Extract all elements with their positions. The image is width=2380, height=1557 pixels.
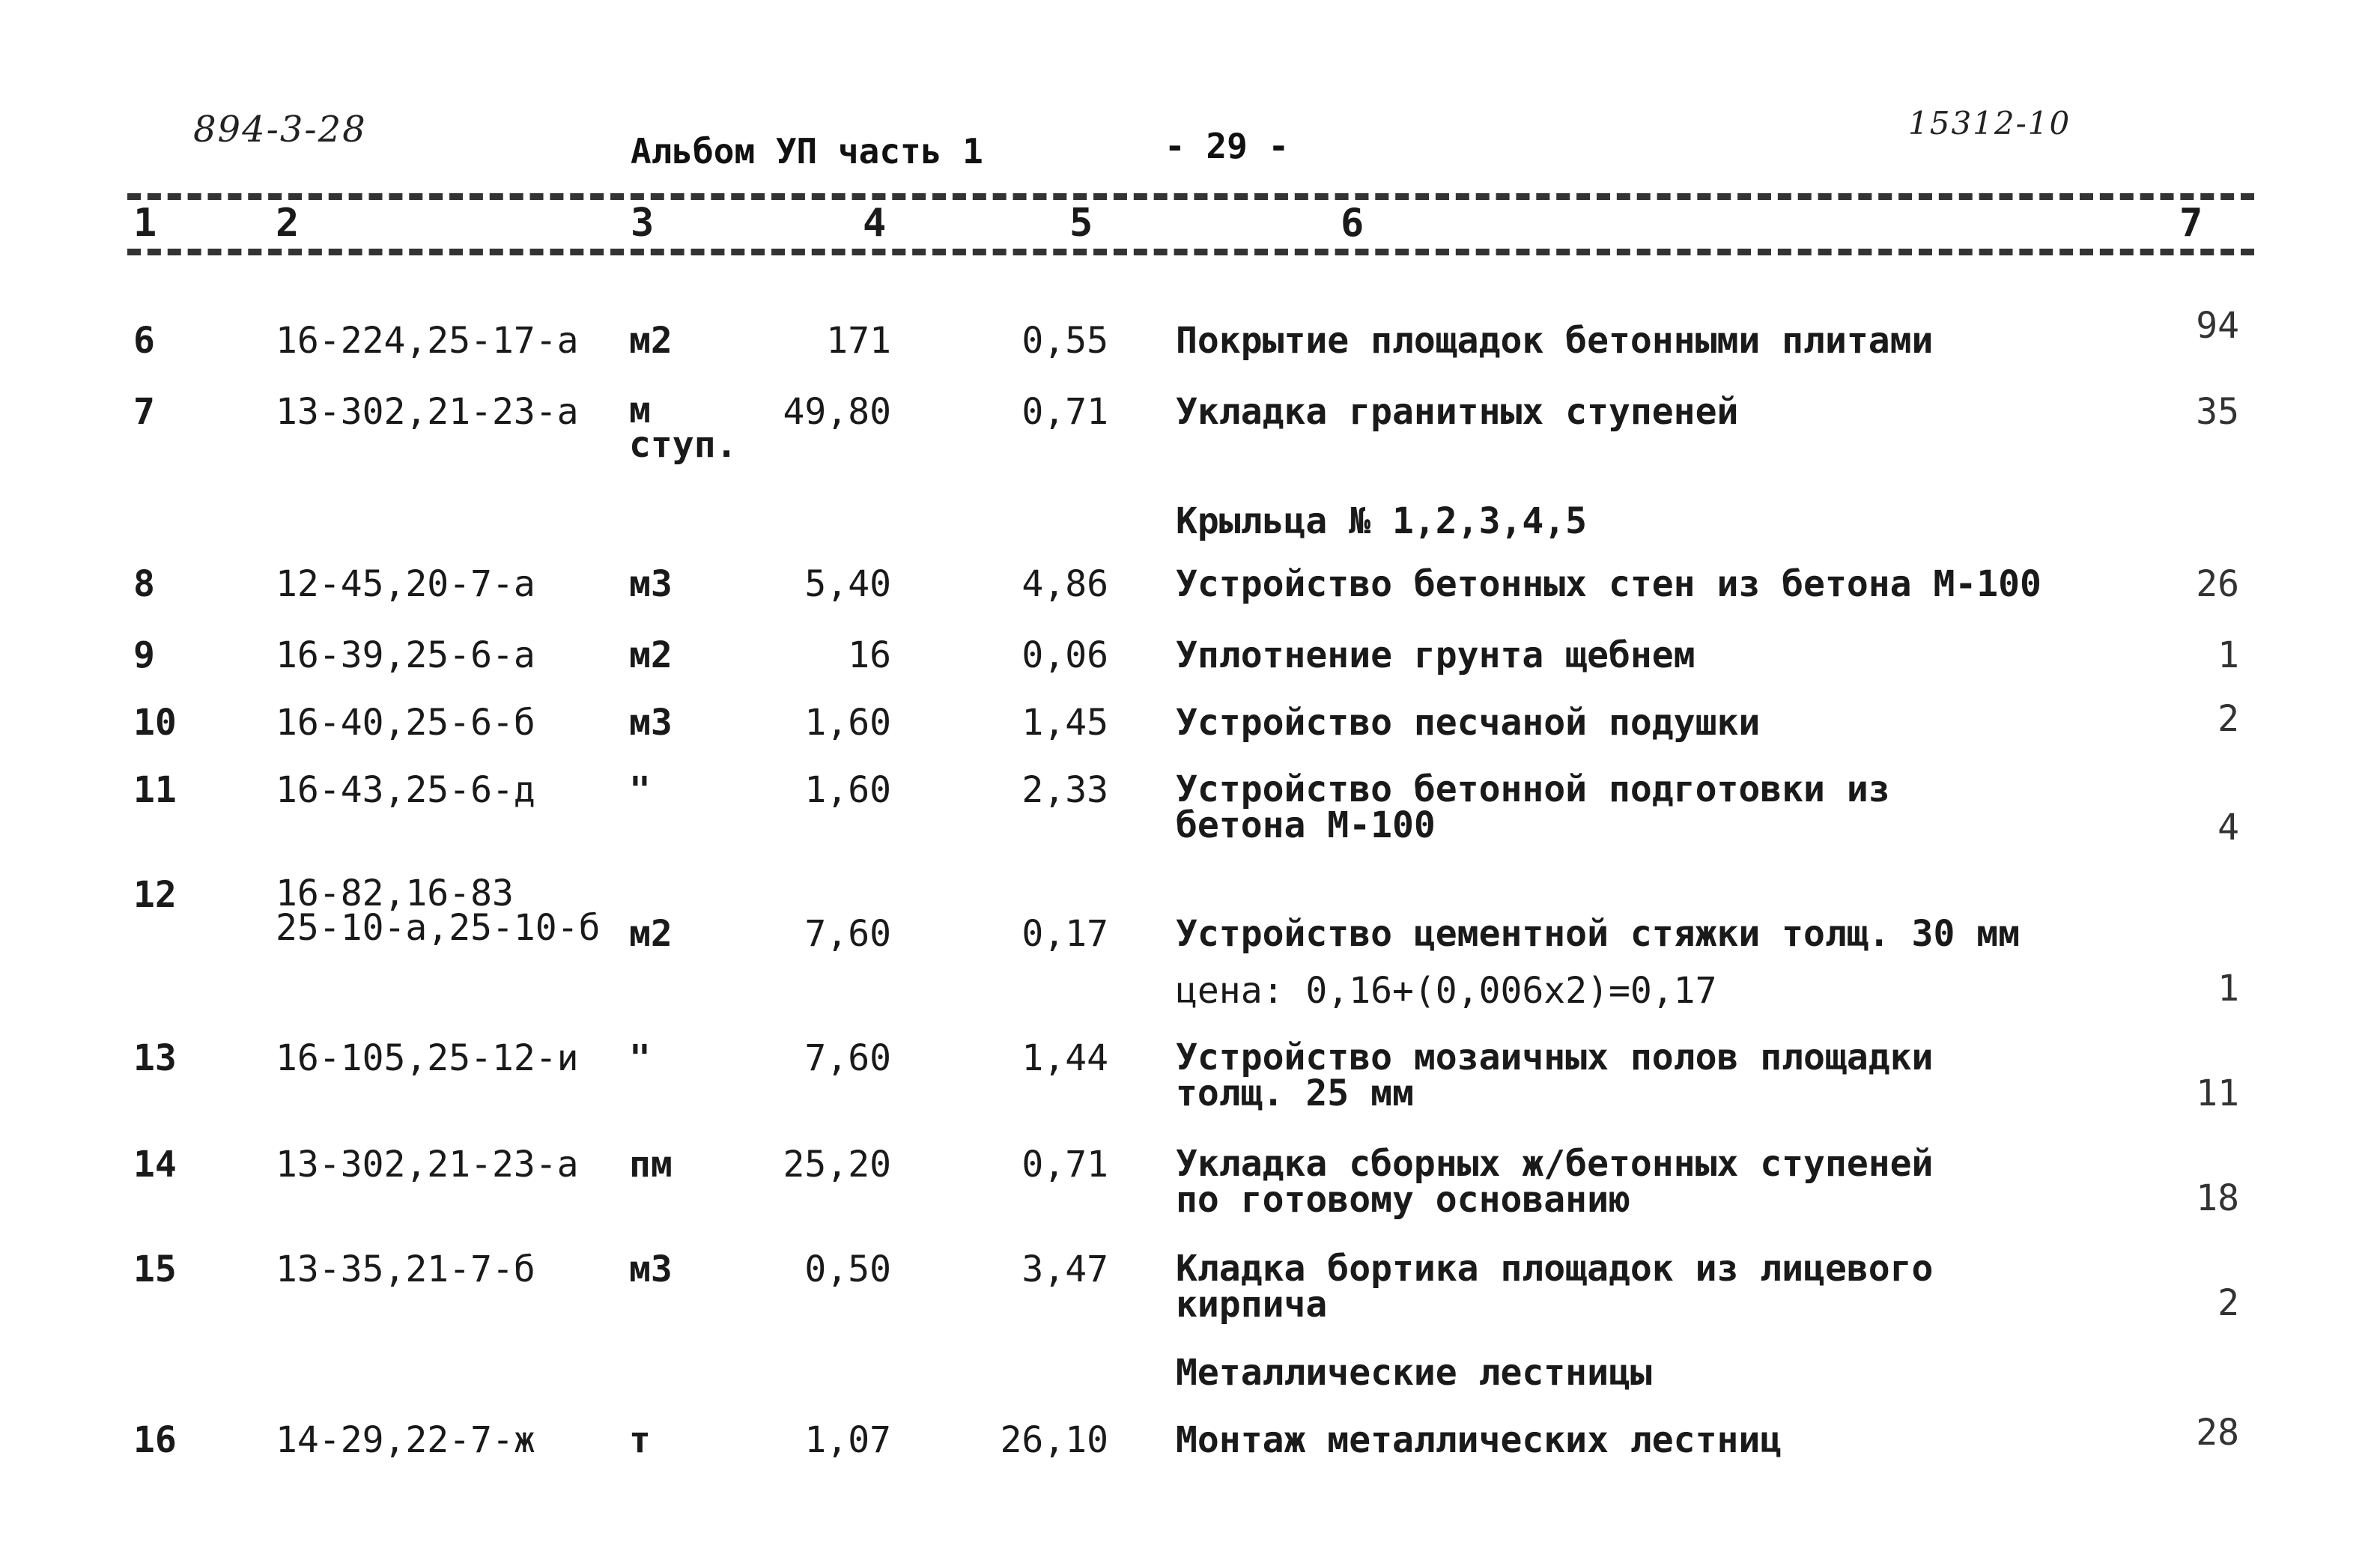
- quantity: 7,60: [804, 913, 891, 955]
- unit-price: 4,86: [1021, 563, 1108, 605]
- unit: м3: [629, 702, 673, 744]
- col-7-header: 7: [2179, 201, 2203, 246]
- quantity: 171: [826, 320, 891, 362]
- unit-price: 0,55: [1021, 320, 1108, 362]
- unit: м3: [629, 563, 673, 605]
- section-heading-porches: Крыльца № 1,2,3,4,5: [1176, 500, 1588, 542]
- unit: пм: [629, 1144, 673, 1186]
- total-cost: 35: [2196, 391, 2239, 433]
- norm-code: 16-40,25-6-б: [276, 702, 535, 744]
- quantity: 0,50: [804, 1248, 891, 1290]
- norm-code: 16-43,25-6-д: [276, 769, 535, 811]
- work-description: Устройство мозаичных полов площадки толщ. 25 мм: [1176, 1037, 1934, 1114]
- quantity: 5,40: [804, 563, 891, 605]
- work-description: Устройство бетонных стен из бетона М-100: [1176, 563, 2041, 605]
- unit: ": [629, 1037, 651, 1079]
- norm-code: 16-82,16-83 25-10-а,25-10-б: [276, 872, 601, 949]
- col-2-header: 2: [276, 201, 300, 246]
- row-number: 8: [133, 563, 155, 605]
- row-number: 16: [133, 1419, 177, 1461]
- row-number: 14: [133, 1144, 177, 1186]
- row-number: 6: [133, 320, 155, 362]
- handwritten-code-left: 894-3-28: [193, 109, 367, 151]
- row-number: 15: [133, 1248, 177, 1290]
- total-cost: 26: [2196, 563, 2239, 605]
- total-cost: 2: [2217, 698, 2239, 740]
- work-description: Устройство бетонной подготовки из бетона М-100: [1176, 768, 1890, 846]
- total-cost: 94: [2196, 305, 2239, 347]
- work-description: Укладка сборных ж/бетонных ступеней по готовому основанию: [1176, 1143, 1934, 1221]
- row-number: 13: [133, 1037, 177, 1079]
- unit-price: 0,06: [1021, 634, 1108, 676]
- unit-price: 1,45: [1021, 702, 1108, 744]
- unit: м ступ.: [629, 389, 738, 466]
- norm-code: 13-302,21-23-а: [276, 391, 579, 433]
- norm-code: 16-224,25-17-а: [276, 320, 579, 362]
- row-number: 10: [133, 702, 177, 744]
- unit: ": [629, 769, 651, 811]
- work-description: Устройство цементной стяжки толщ. 30 мм: [1176, 913, 2021, 955]
- col-6-header: 6: [1341, 201, 1364, 246]
- handwritten-code-right: 15312-10: [1908, 105, 2071, 142]
- price-calculation: цена: 0,16+(0,006х2)=0,17: [1176, 970, 1717, 1012]
- header-rule-top: [127, 193, 2254, 200]
- total-cost: 11: [2196, 1072, 2239, 1114]
- norm-code: 12-45,20-7-а: [276, 563, 535, 605]
- quantity: 1,07: [804, 1419, 891, 1461]
- quantity: 16: [848, 634, 891, 676]
- work-description: Устройство песчаной подушки: [1176, 702, 1761, 744]
- unit: т: [629, 1419, 651, 1461]
- col-5-header: 5: [1069, 201, 1093, 246]
- unit-price: 26,10: [1000, 1419, 1108, 1461]
- quantity: 1,60: [804, 769, 891, 811]
- total-cost: 1: [2217, 634, 2239, 676]
- norm-code: 14-29,22-7-ж: [276, 1419, 535, 1461]
- unit-price: 1,44: [1021, 1037, 1108, 1079]
- unit-price: 0,71: [1021, 1144, 1108, 1186]
- norm-code: 16-39,25-6-а: [276, 634, 535, 676]
- unit: м2: [629, 913, 673, 955]
- total-cost: 28: [2196, 1412, 2239, 1454]
- work-description: Кладка бортика площадок из лицевого кирпича: [1176, 1248, 1934, 1326]
- unit-price: 0,17: [1021, 913, 1108, 955]
- unit-price: 3,47: [1021, 1248, 1108, 1290]
- work-description: Монтаж металлических лестниц: [1176, 1419, 1782, 1461]
- quantity: 7,60: [804, 1037, 891, 1079]
- unit: м2: [629, 634, 673, 676]
- album-title: Альбом УП часть 1: [631, 131, 983, 172]
- row-number: 11: [133, 769, 177, 811]
- work-description: Уплотнение грунта щебнем: [1176, 634, 1696, 676]
- row-number: 9: [133, 634, 155, 676]
- total-cost: 18: [2196, 1177, 2239, 1219]
- work-description: Покрытие площадок бетонными плитами: [1176, 320, 1934, 362]
- work-description: Укладка гранитных ступеней: [1176, 391, 1739, 433]
- unit: м2: [629, 320, 673, 362]
- norm-code: 13-35,21-7-б: [276, 1248, 535, 1290]
- norm-code: 13-302,21-23-а: [276, 1144, 579, 1186]
- row-number: 12: [133, 874, 177, 916]
- quantity: 25,20: [783, 1144, 891, 1186]
- header-rule-bottom: [127, 249, 2254, 255]
- row-number: 7: [133, 391, 155, 433]
- quantity: 49,80: [783, 391, 891, 433]
- norm-code: 16-105,25-12-и: [276, 1037, 579, 1079]
- col-3-header: 3: [631, 201, 655, 246]
- quantity: 1,60: [804, 702, 891, 744]
- total-cost: 1: [2217, 968, 2239, 1010]
- col-4-header: 4: [863, 201, 887, 246]
- total-cost: 4: [2217, 807, 2239, 849]
- unit-price: 2,33: [1021, 769, 1108, 811]
- page-number: - 29 -: [1165, 126, 1290, 166]
- unit: м3: [629, 1248, 673, 1290]
- col-1-header: 1: [133, 201, 157, 246]
- unit-price: 0,71: [1021, 391, 1108, 433]
- section-heading-metal-stairs: Металлические лестницы: [1176, 1352, 1652, 1394]
- total-cost: 2: [2217, 1282, 2239, 1324]
